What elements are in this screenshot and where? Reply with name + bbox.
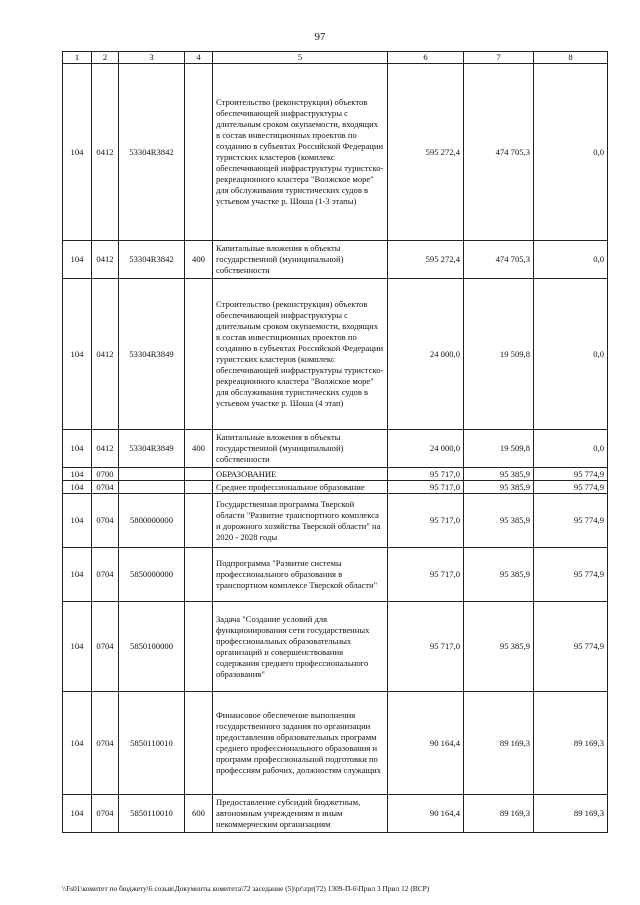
col-amount-8-cell: 89 169,3: [534, 692, 608, 795]
col-amount-6-cell: 95 717,0: [388, 481, 464, 494]
header-cell: 8: [534, 52, 608, 64]
col-expense-type-cell: [185, 481, 213, 494]
table-body: [63, 52, 608, 833]
header-cell: 7: [464, 52, 534, 64]
col-target-item-cell: [119, 481, 185, 494]
col-name-cell: Государственная программа Тверской области "Развитие транспортного комплекса и дорожного хозяйства Тверской области" на 2020 - 2028 годы: [213, 494, 388, 548]
col-target-item-cell: 5850110010: [119, 795, 185, 833]
col-subsection-cell: 0704: [92, 481, 119, 494]
budget-table: [62, 51, 608, 833]
col-subsection-cell: 0700: [92, 468, 119, 481]
col-amount-6-cell: 95 717,0: [388, 548, 464, 602]
col-expense-type-cell: 400: [185, 241, 213, 279]
col-amount-7-cell: 474 705,3: [464, 64, 534, 241]
col-amount-6-cell: 595 272,4: [388, 241, 464, 279]
col-section-cell: 104: [63, 602, 92, 692]
col-amount-8-cell: 95 774,9: [534, 602, 608, 692]
col-name-cell: Капитальные вложения в объекты государственной (муниципальной) собственности: [213, 430, 388, 468]
table-row: [63, 795, 608, 833]
header-cell: 6: [388, 52, 464, 64]
col-expense-type-cell: 600: [185, 795, 213, 833]
table-row: [63, 64, 608, 241]
table-row: [63, 241, 608, 279]
col-amount-8-cell: 0,0: [534, 64, 608, 241]
table-row: [63, 692, 608, 795]
col-section-cell: 104: [63, 795, 92, 833]
header-cell: 1: [63, 52, 92, 64]
col-amount-8-cell: 95 774,9: [534, 481, 608, 494]
col-name-cell: ОБРАЗОВАНИЕ: [213, 468, 388, 481]
table-row: [63, 468, 608, 481]
col-amount-6-cell: 90 164,4: [388, 692, 464, 795]
col-target-item-cell: 53304R3842: [119, 241, 185, 279]
col-section-cell: 104: [63, 64, 92, 241]
col-amount-8-cell: 95 774,9: [534, 468, 608, 481]
col-amount-6-cell: 24 000,0: [388, 430, 464, 468]
col-amount-6-cell: 595 272,4: [388, 64, 464, 241]
col-amount-6-cell: 24 000,0: [388, 279, 464, 430]
col-amount-7-cell: 95 385,9: [464, 468, 534, 481]
col-amount-7-cell: 95 385,9: [464, 602, 534, 692]
col-expense-type-cell: 400: [185, 430, 213, 468]
header-cell: 4: [185, 52, 213, 64]
col-target-item-cell: 53304R3842: [119, 64, 185, 241]
col-expense-type-cell: [185, 279, 213, 430]
col-amount-7-cell: 89 169,3: [464, 692, 534, 795]
col-expense-type-cell: [185, 468, 213, 481]
col-target-item-cell: 53304R3849: [119, 430, 185, 468]
col-section-cell: 104: [63, 548, 92, 602]
col-expense-type-cell: [185, 64, 213, 241]
col-subsection-cell: 0704: [92, 494, 119, 548]
col-subsection-cell: 0704: [92, 548, 119, 602]
col-amount-7-cell: 95 385,9: [464, 494, 534, 548]
col-amount-7-cell: 95 385,9: [464, 548, 534, 602]
col-expense-type-cell: [185, 602, 213, 692]
col-name-cell: Финансовое обеспечение выполнения государственного задания по организации предоставления образовательных программ среднего профессионального образования и программ профессиональной подготовки по профессиям рабочих, должностям служащих: [213, 692, 388, 795]
col-amount-8-cell: 0,0: [534, 279, 608, 430]
table-row: [63, 548, 608, 602]
col-expense-type-cell: [185, 494, 213, 548]
col-subsection-cell: 0704: [92, 795, 119, 833]
table-row: [63, 602, 608, 692]
col-expense-type-cell: [185, 548, 213, 602]
col-name-cell: Среднее профессиональное образование: [213, 481, 388, 494]
table-row: [63, 430, 608, 468]
col-subsection-cell: 0412: [92, 241, 119, 279]
col-section-cell: 104: [63, 279, 92, 430]
col-name-cell: Предоставление субсидий бюджетным, автономным учреждениям и иным некоммерческим организациям: [213, 795, 388, 833]
col-name-cell: Подпрограмма "Развитие системы профессионального образования в транспортном комплексе Тверской области": [213, 548, 388, 602]
col-subsection-cell: 0412: [92, 64, 119, 241]
col-amount-7-cell: 19 509,8: [464, 430, 534, 468]
col-subsection-cell: 0704: [92, 602, 119, 692]
table-row: [63, 494, 608, 548]
table-row: [63, 481, 608, 494]
col-target-item-cell: 5850100000: [119, 602, 185, 692]
col-amount-8-cell: 89 169,3: [534, 795, 608, 833]
footer-file-path: \\Fs01\комитет по бюджету\6 созыв\Документы комитета\72 заседание (5)\pr\zpr(72) 1309-П-6\Прил 3 Прил 12 (ВСР): [62, 884, 430, 893]
page-number: 97: [314, 31, 326, 43]
col-amount-6-cell: 95 717,0: [388, 602, 464, 692]
col-amount-6-cell: 95 717,0: [388, 468, 464, 481]
table-header-row: [63, 52, 608, 64]
header-cell: 3: [119, 52, 185, 64]
col-target-item-cell: 5800000000: [119, 494, 185, 548]
col-section-cell: 104: [63, 241, 92, 279]
col-section-cell: 104: [63, 481, 92, 494]
col-amount-8-cell: 0,0: [534, 430, 608, 468]
header-cell: 5: [213, 52, 388, 64]
table-row: [63, 279, 608, 430]
col-amount-7-cell: 474 705,3: [464, 241, 534, 279]
col-name-cell: Строительство (реконструкция) объектов обеспечивающей инфраструктуры с длительным сроком окупаемости, входящих в состав инвестиционных проектов по созданию в субъектах Российской Федерации туристских кластеров (комплекс обеспечивающей инфраструктуры туристско-рекреационного кластера "Волжское море" для обслуживания туристических судов в устьевом участке р. Шоша (1-3 этапы): [213, 64, 388, 241]
col-subsection-cell: 0704: [92, 692, 119, 795]
header-cell: 2: [92, 52, 119, 64]
col-amount-6-cell: 90 164,4: [388, 795, 464, 833]
col-target-item-cell: 5850110010: [119, 692, 185, 795]
col-amount-6-cell: 95 717,0: [388, 494, 464, 548]
col-amount-8-cell: 95 774,9: [534, 494, 608, 548]
col-target-item-cell: 53304R3849: [119, 279, 185, 430]
col-name-cell: Задача "Создание условий для функционирования сети государственных профессиональных образовательных организаций и совершенствования содержания среднего профессионального образования": [213, 602, 388, 692]
col-target-item-cell: [119, 468, 185, 481]
col-target-item-cell: 5850000000: [119, 548, 185, 602]
col-amount-8-cell: 0,0: [534, 241, 608, 279]
col-name-cell: Строительство (реконструкция) объектов обеспечивающей инфраструктуры с длительным сроком окупаемости, входящих в состав инвестиционных проектов по созданию в субъектах Российской Федерации туристских кластеров (комплекс обеспечивающей инфраструктуры туристско-рекреационного кластера "Волжское море" для обслуживания туристических судов в устьевом участке р. Шоша (4 этап): [213, 279, 388, 430]
col-amount-7-cell: 19 509,8: [464, 279, 534, 430]
col-subsection-cell: 0412: [92, 430, 119, 468]
col-amount-8-cell: 95 774,9: [534, 548, 608, 602]
col-subsection-cell: 0412: [92, 279, 119, 430]
col-section-cell: 104: [63, 692, 92, 795]
col-section-cell: 104: [63, 468, 92, 481]
col-section-cell: 104: [63, 494, 92, 548]
col-expense-type-cell: [185, 692, 213, 795]
col-amount-7-cell: 95 385,9: [464, 481, 534, 494]
col-name-cell: Капитальные вложения в объекты государственной (муниципальной) собственности: [213, 241, 388, 279]
col-section-cell: 104: [63, 430, 92, 468]
col-amount-7-cell: 89 169,3: [464, 795, 534, 833]
